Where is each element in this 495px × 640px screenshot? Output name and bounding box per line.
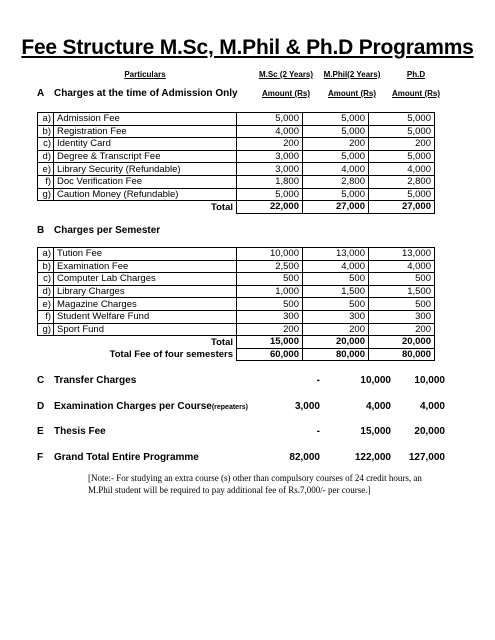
row-letter: b) [38,125,54,138]
msc-amount-header: Amount (Rs) [262,89,310,98]
row-letter: e) [38,163,54,176]
fee-msc: 500 [237,298,303,311]
row-letter: b) [38,260,54,273]
fee-row [38,310,435,323]
section-e-mphil: 15,000 [360,426,391,437]
fee-mphil: 13,000 [303,248,369,261]
fee-msc: 2,500 [237,260,303,273]
msc-header: M.Sc (2 Years) [258,70,314,79]
fee-msc: 200 [237,138,303,151]
mphil-header: M.Phil(2 Years) [323,70,381,79]
section-a-table [37,112,435,214]
phd-amount-header: Amount (Rs) [392,89,440,98]
section-label: Charges per Semester [54,225,161,236]
section-e-msc: - [316,426,320,437]
fee-mphil: 4,000 [303,260,369,273]
fee-phd: 500 [369,298,435,311]
fee-mphil: 200 [303,323,369,336]
total-four-phd: 80,000 [369,348,435,361]
fee-msc: 1,800 [237,175,303,188]
section-f-phd: 127,000 [408,452,445,463]
fee-row [38,323,435,336]
fee-name: Admission Fee [54,113,237,126]
fee-row [38,163,435,176]
section-label: Examination Charges per Course [54,401,212,412]
fee-name: Student Welfare Fund [54,310,237,323]
row-letter: e) [38,298,54,311]
fee-name: Registration Fee [54,125,237,138]
page-title: Fee Structure M.Sc, M.Phil & Ph.D Programms [21,36,474,59]
total-msc: 15,000 [237,336,303,349]
fee-msc: 3,000 [237,150,303,163]
fee-phd: 5,000 [369,150,435,163]
section-d-mphil: 4,000 [365,401,391,412]
section-letter: C [37,375,45,386]
section-b-table [37,247,435,361]
fee-mphil: 4,000 [303,163,369,176]
fee-name: Library Security (Refundable) [54,163,237,176]
fee-name: Sport Fund [54,323,237,336]
section-label: Grand Total Entire Programme [54,452,199,463]
section-f-mphil: 122,000 [354,452,391,463]
fee-name: Doc Verification Fee [54,175,237,188]
section-letter: B [37,225,45,236]
fee-msc: 5,000 [237,188,303,201]
fee-row [38,175,435,188]
fee-phd: 5,000 [369,125,435,138]
section-b-title [37,225,160,236]
fee-mphil: 1,500 [303,285,369,298]
section-letter: D [37,401,45,412]
mphil-amount-header: Amount (Rs) [328,89,376,98]
fee-mphil: 5,000 [303,150,369,163]
fee-mphil: 500 [303,298,369,311]
fee-phd: 4,000 [369,163,435,176]
fee-mphil: 300 [303,310,369,323]
fee-phd: 300 [369,310,435,323]
section-letter: F [37,452,44,463]
section-e-phd: 20,000 [414,426,445,437]
fee-row [38,125,435,138]
total-four-mphil: 80,000 [303,348,369,361]
fee-msc: 1,000 [237,285,303,298]
fee-name: Computer Lab Charges [54,273,237,286]
fee-row [38,298,435,311]
fee-row [38,285,435,298]
section-c-title [37,375,136,386]
section-d-phd: 4,000 [419,401,445,412]
section-b-four-semester-row [38,348,435,361]
total-four-msc: 60,000 [237,348,303,361]
section-c-mphil: 10,000 [360,375,391,386]
fee-mphil: 500 [303,273,369,286]
row-letter: d) [38,285,54,298]
fee-phd: 13,000 [369,248,435,261]
total-label: Total [211,201,233,213]
section-d-suffix: (repeaters) [211,404,249,411]
section-letter: E [37,426,44,437]
total-label: Total [211,336,233,348]
fee-row [38,113,435,126]
fee-msc: 300 [237,310,303,323]
fee-msc: 5,000 [237,113,303,126]
particulars-header: Particulars [124,70,166,79]
row-letter: c) [38,273,54,286]
section-a-total-row [38,201,435,214]
fee-phd: 5,000 [369,113,435,126]
fee-note: [Note:- For studying an extra course (s) other than compulsory courses of 24 credit hours, an M.Phil student will be required to pay additional fee of Rs.7,000/- per course.] [88,473,422,495]
row-letter: f) [38,175,54,188]
fee-row [38,150,435,163]
fee-phd: 4,000 [369,260,435,273]
fee-mphil: 200 [303,138,369,151]
section-label: Thesis Fee [54,426,106,437]
total-mphil: 20,000 [303,336,369,349]
section-label: Charges at the time of Admission Only [54,88,238,99]
section-d-msc: 3,000 [294,401,320,412]
fee-msc: 10,000 [237,248,303,261]
fee-name: Caution Money (Refundable) [54,188,237,201]
fee-msc: 200 [237,323,303,336]
row-letter: g) [38,323,54,336]
total-mphil: 27,000 [303,201,369,214]
fee-mphil: 5,000 [303,113,369,126]
fee-row [38,248,435,261]
total-msc: 22,000 [237,201,303,214]
fee-row [38,260,435,273]
fee-name: Examination Fee [54,260,237,273]
section-c-phd: 10,000 [414,375,445,386]
section-letter: A [37,88,45,99]
section-b-total-row [38,336,435,349]
row-letter: a) [38,113,54,126]
section-d-title [37,401,248,412]
fee-msc: 3,000 [237,163,303,176]
row-letter: a) [38,248,54,261]
fee-row [38,188,435,201]
fee-name: Identity Card [54,138,237,151]
row-letter: f) [38,310,54,323]
fee-mphil: 5,000 [303,125,369,138]
phd-header: Ph.D [406,70,426,79]
section-c-msc: - [316,375,320,386]
section-f-msc: 82,000 [289,452,320,463]
total-phd: 20,000 [369,336,435,349]
fee-row [38,273,435,286]
fee-mphil: 2,800 [303,175,369,188]
fee-name: Degree & Transcript Fee [54,150,237,163]
section-a-title [37,88,238,99]
fee-phd: 200 [369,323,435,336]
row-letter: c) [38,138,54,151]
fee-name: Library Charges [54,285,237,298]
fee-phd: 200 [369,138,435,151]
fee-msc: 4,000 [237,125,303,138]
row-letter: d) [38,150,54,163]
fee-phd: 1,500 [369,285,435,298]
fee-phd: 500 [369,273,435,286]
fee-mphil: 5,000 [303,188,369,201]
fee-name: Tution Fee [54,248,237,261]
total-phd: 27,000 [369,201,435,214]
fee-msc: 500 [237,273,303,286]
section-e-title [37,426,106,437]
section-f-title [37,452,199,463]
fee-phd: 2,800 [369,175,435,188]
section-label: Transfer Charges [54,375,137,386]
fee-name: Magazine Charges [54,298,237,311]
total-four-label: Total Fee of four semesters [109,349,233,361]
row-letter: g) [38,188,54,201]
fee-phd: 5,000 [369,188,435,201]
fee-row [38,138,435,151]
